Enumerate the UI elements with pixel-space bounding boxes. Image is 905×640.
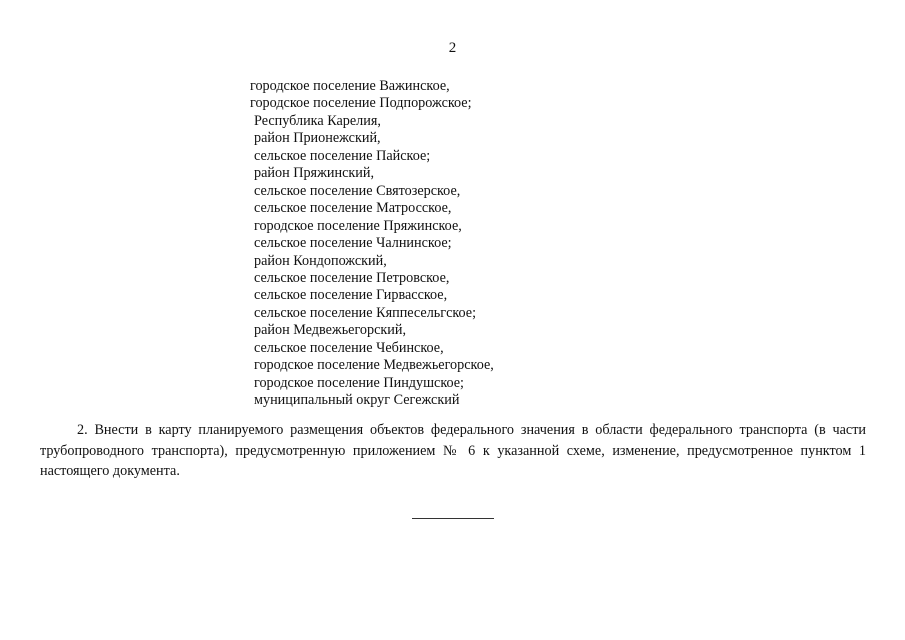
- list-item: район Кондопожский,: [254, 252, 387, 269]
- list-item: Республика Карелия,: [254, 112, 381, 129]
- list-item: сельское поселение Петровское,: [254, 269, 450, 286]
- list-item: сельское поселение Чалнинское;: [254, 235, 452, 252]
- list-item: сельское поселение Матросское,: [254, 200, 452, 217]
- list-item: сельское поселение Чебинское,: [254, 339, 444, 356]
- list-item: городское поселение Подпорожское;: [250, 95, 472, 112]
- list-item: городское поселение Пиндушское;: [254, 374, 464, 391]
- list-item: муниципальный округ Сегежский: [254, 392, 460, 409]
- list-item: городское поселение Пряжинское,: [254, 217, 462, 234]
- amendment-paragraph: 2. Внести в карту планируемого размещения объектов федерального значения в области федерального транспорта (в части трубопроводного транспорта), предусмотренную приложением № 6 к указанной схеме, изменение, предусмотренное пунктом 1 настоящего документа.: [40, 422, 866, 479]
- territory-list: [250, 78, 494, 410]
- list-item: сельское поселение Гирвасское,: [254, 287, 448, 304]
- list-item: городское поселение Медвежьегорское,: [254, 357, 494, 374]
- list-item: городское поселение Важинское,: [250, 78, 450, 94]
- list-item: сельское поселение Святозерское,: [254, 182, 461, 199]
- closing-divider: [412, 518, 494, 519]
- list-item: сельское поселение Кяппесельгское;: [254, 304, 477, 321]
- list-item: район Пряжинский,: [254, 165, 374, 182]
- page-number: 2: [448, 40, 457, 56]
- list-item: район Медвежьегорский,: [254, 322, 407, 339]
- list-item: сельское поселение Пайское;: [254, 147, 431, 164]
- list-item: район Прионежский,: [254, 130, 381, 147]
